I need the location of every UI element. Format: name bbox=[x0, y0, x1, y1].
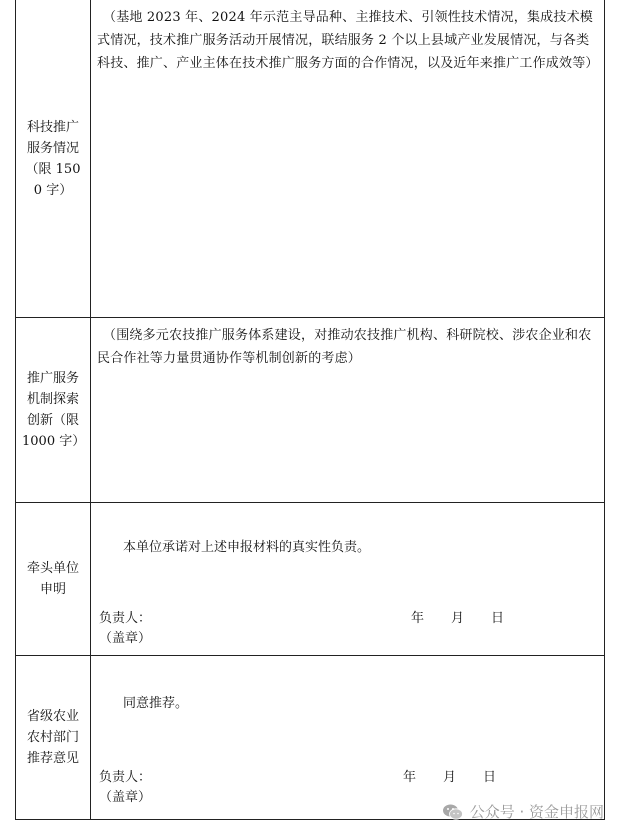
mechanism-innovation-content-cell[interactable] bbox=[91, 318, 604, 502]
lead-unit-statement-label-cell bbox=[16, 503, 91, 655]
mechanism-innovation-row bbox=[15, 318, 605, 503]
lead-unit-statement-label: 牵头单位申明 bbox=[26, 561, 79, 597]
tech-promotion-label: 科技推广服务情况（限 1500 字） bbox=[25, 119, 81, 198]
tech-promotion-content-cell[interactable] bbox=[91, 0, 604, 317]
tech-promotion-hint: （基地 2023 年、2024 年示范主导品种、主推技术、引领性技术情况，集成技术模式情况，技术推广服务活动开展情况，联结服务 2 个以上县域产业发展情况，与各类科技、推广、产业主体在技术推广服务方面的合作情况，以及近年来推广工作成效等） bbox=[97, 10, 599, 71]
wechat-icon bbox=[442, 803, 464, 821]
provincial-day-label: 日 bbox=[483, 770, 497, 785]
lead-unit-statement-row bbox=[15, 503, 605, 656]
application-form-table bbox=[15, 0, 605, 820]
provincial-signer-label: 负责人： bbox=[99, 770, 152, 785]
watermark-text: 公众号 · 资金申报网 bbox=[469, 803, 604, 821]
mechanism-innovation-label-cell bbox=[16, 318, 91, 502]
lead-unit-seal-label: （盖章） bbox=[99, 631, 152, 646]
tech-promotion-row bbox=[15, 0, 605, 318]
lead-unit-month-label: 月 bbox=[451, 611, 465, 626]
lead-unit-year-label: 年 bbox=[411, 611, 425, 626]
pledge-text: 本单位承诺对上述申报材料的真实性负责。 bbox=[123, 540, 371, 555]
provincial-recommendation-label: 省级农业农村部门推荐意见 bbox=[26, 709, 79, 766]
provincial-recommendation-row bbox=[15, 656, 605, 820]
provincial-year-label: 年 bbox=[403, 770, 417, 785]
mechanism-innovation-label: 推广服务机制探索创新（限 1000 字） bbox=[22, 371, 86, 449]
lead-unit-signer-label: 负责人： bbox=[99, 611, 152, 626]
lead-unit-day-label: 日 bbox=[491, 611, 505, 626]
lead-unit-statement-content-cell[interactable] bbox=[91, 503, 604, 655]
provincial-recommendation-content-cell[interactable] bbox=[91, 656, 604, 819]
tech-promotion-label-cell bbox=[16, 0, 91, 317]
mechanism-innovation-hint: （围绕多元农技推广服务体系建设，对推动农技推广机构、科研院校、涉农企业和农民合作社等力量贯通协作等机制创新的考虑） bbox=[97, 328, 592, 366]
watermark bbox=[442, 801, 604, 822]
agree-text: 同意推荐。 bbox=[123, 696, 189, 711]
provincial-seal-label: （盖章） bbox=[99, 790, 152, 805]
provincial-recommendation-label-cell bbox=[16, 656, 91, 819]
provincial-month-label: 月 bbox=[443, 770, 457, 785]
